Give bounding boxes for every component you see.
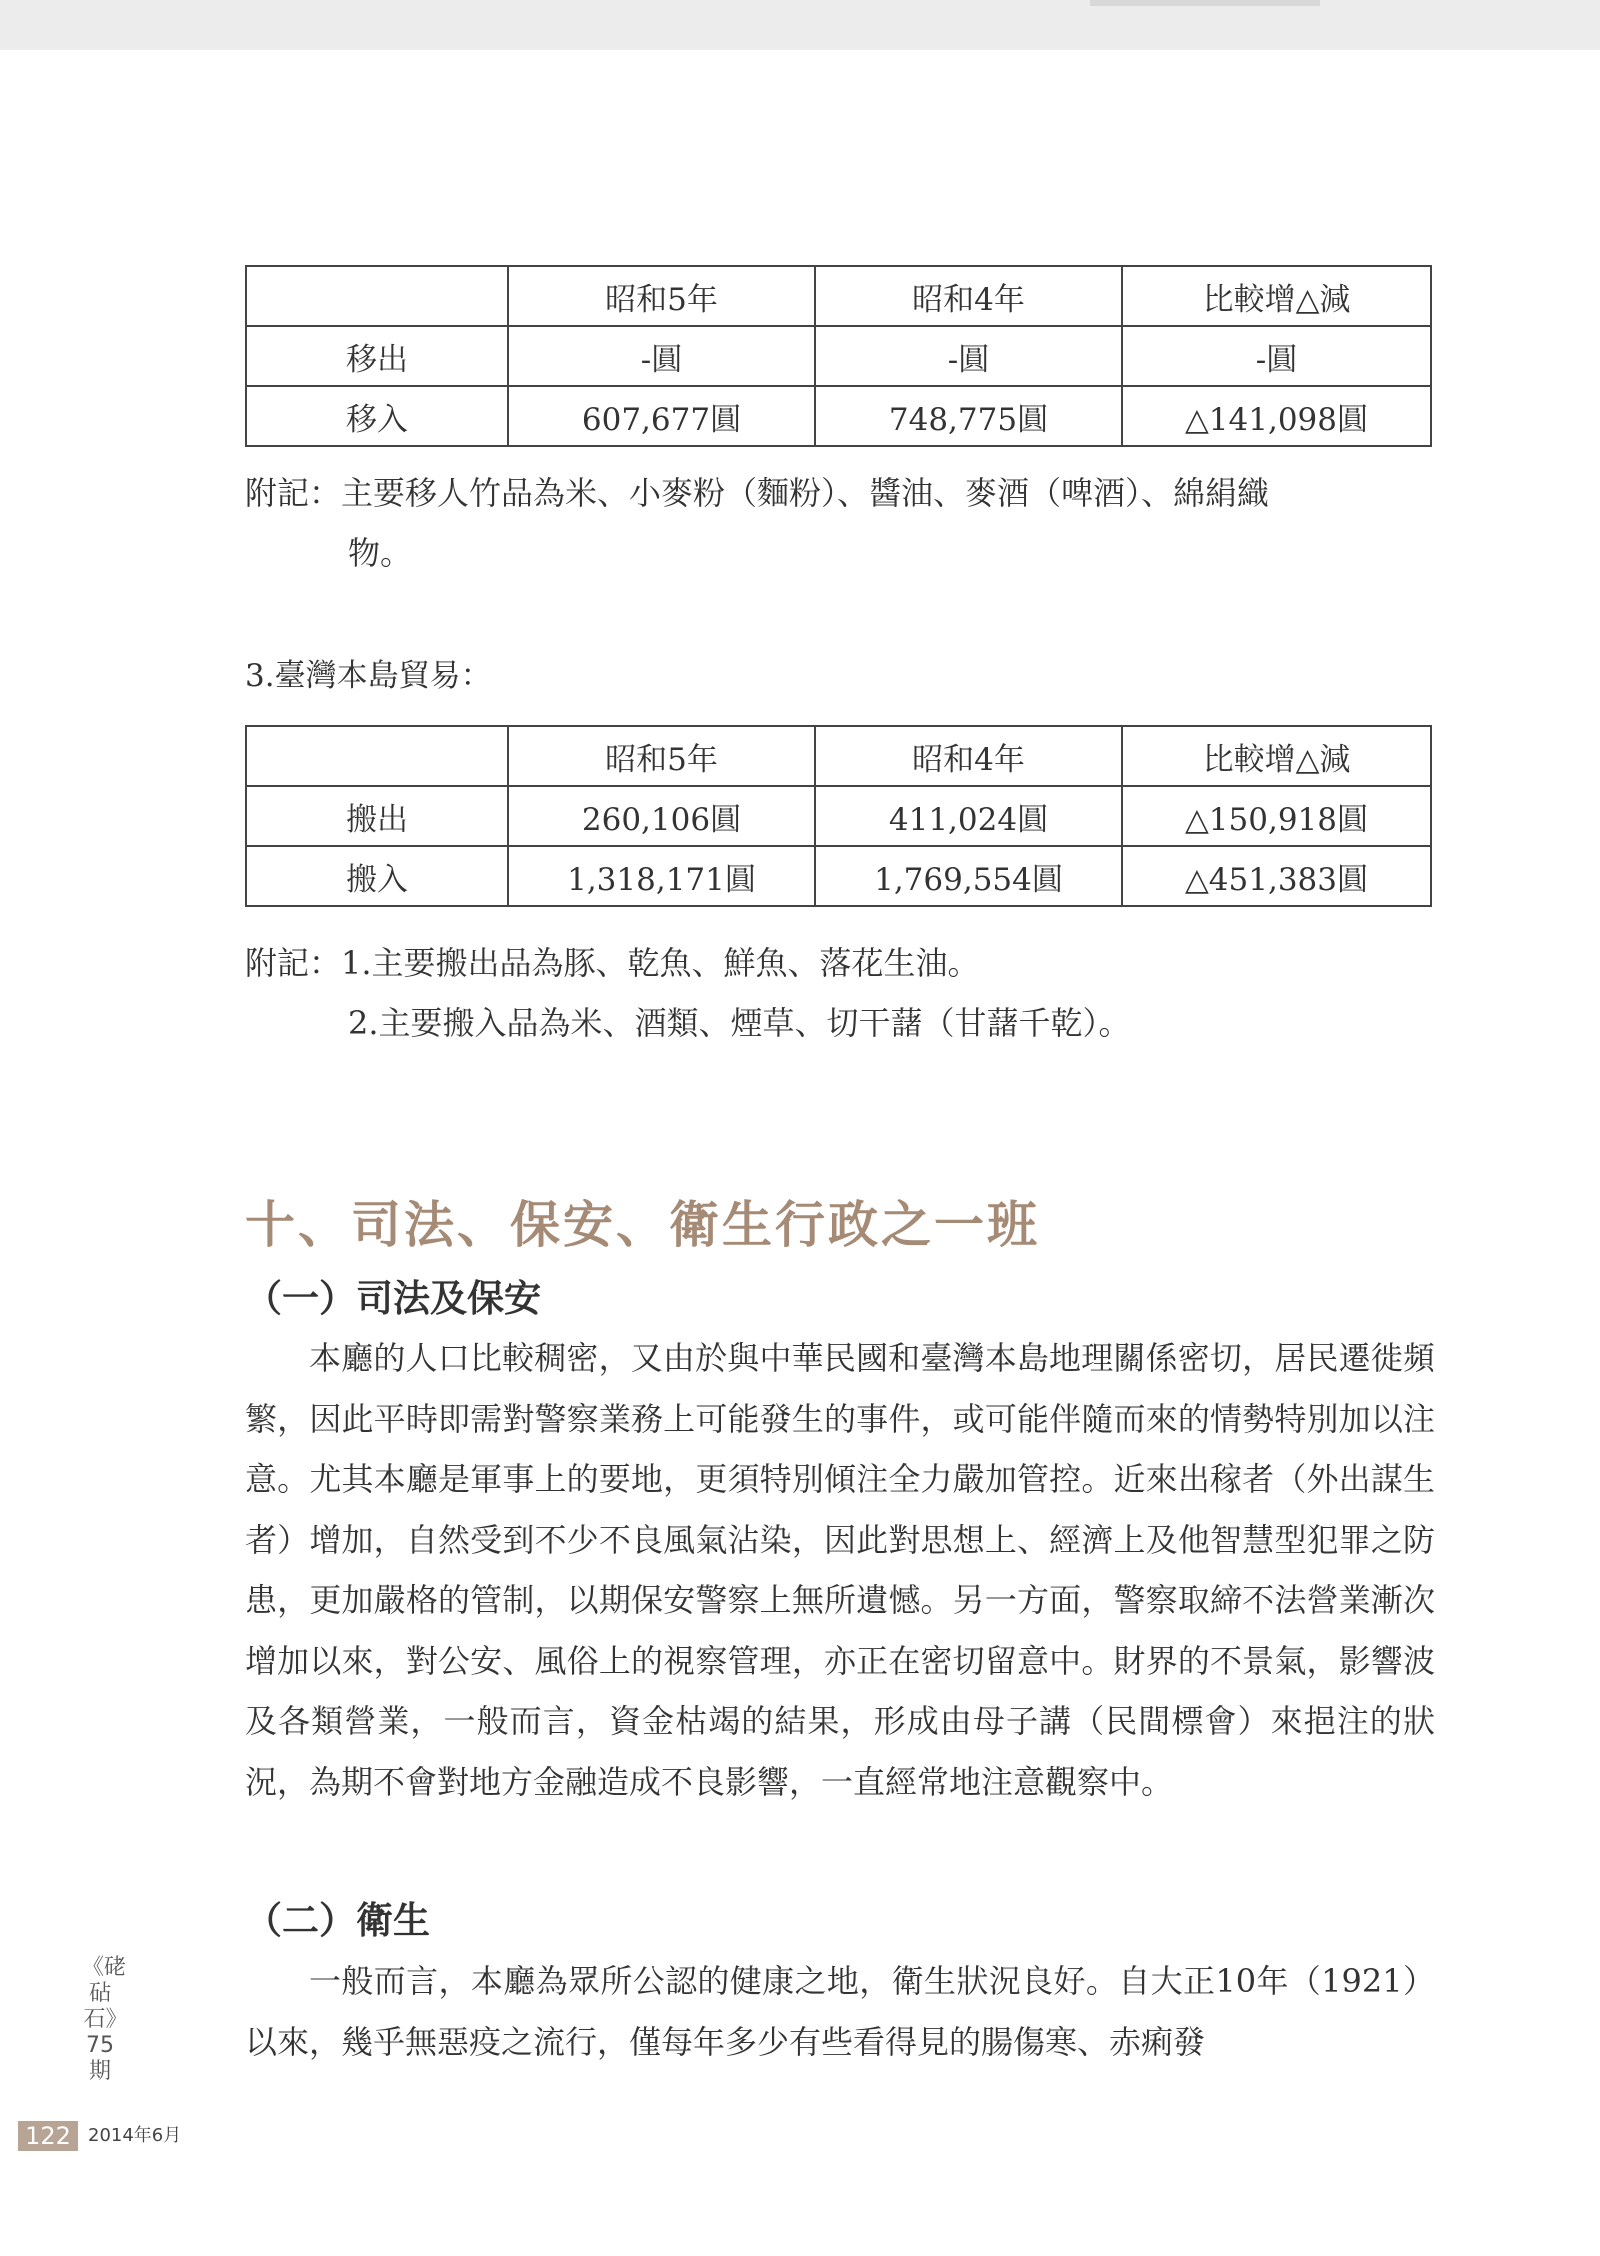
- table-header-cell: 昭和4年: [815, 266, 1122, 326]
- subheading-taiwan-trade: 3.臺灣本島貿易：: [245, 658, 492, 694]
- table-cell: 607,677圓: [508, 386, 815, 446]
- trade-table-2: [245, 725, 1432, 907]
- table-header-row: [246, 726, 1431, 786]
- table-row: [246, 386, 1431, 446]
- table-cell: △451,383圓: [1122, 846, 1431, 906]
- subsection-title-hygiene: （二）衛生: [245, 1899, 430, 1942]
- table-cell: -圓: [815, 326, 1122, 386]
- note-line: 1.主要搬出品為豚、乾魚、鮮魚、落花生油。: [341, 944, 980, 982]
- table-cell: 1,318,171圓: [508, 846, 815, 906]
- table-cell: -圓: [508, 326, 815, 386]
- table-header-row: [246, 266, 1431, 326]
- table-header-cell: 比較增△減: [1122, 266, 1431, 326]
- scan-top-mark: [1090, 0, 1320, 6]
- table-header-cell: 昭和4年: [815, 726, 1122, 786]
- body-paragraph: 本廳的人口比較稠密，又由於與中華民國和臺灣本島地理關係密切，居民遷徙頻繁，因此平時即需對警察業務上可能發生的事件，或可能伴隨而來的情勢特別加以注意。尤其本廳是軍事上的要地，更須特別傾注全力嚴加管控。近來出稼者（外出謀生者）增加，自然受到不少不良風氣沾染，因此對思想上、經濟上及他智慧型犯罪之防患，更加嚴格的管制，以期保安警察上無所遺憾。另一方面，警察取締不法營業漸次增加以來，對公安、風俗上的視察管理，亦正在密切留意中。財界的不景氣，影響波及各類營業，一般而言，資金枯竭的結果，形成由母子講（民間標會）來挹注的狀況，為期不會對地方金融造成不良影響，一直經常地注意觀察中。: [245, 1339, 1435, 1801]
- subsection-title-justice: （一）司法及保安: [245, 1277, 541, 1320]
- table-cell: 748,775圓: [815, 386, 1122, 446]
- table-row: [246, 846, 1431, 906]
- table-cell: 411,024圓: [815, 786, 1122, 846]
- note-line: 2.主要搬入品為米、酒類、煙草、切干藷（甘藷千乾）。: [348, 1004, 1131, 1042]
- table-cell: 移出: [246, 326, 508, 386]
- table-cell: 移入: [246, 386, 508, 446]
- scan-top-band: [0, 0, 1600, 50]
- note-label: 附記：: [245, 944, 342, 982]
- table-header-cell: [246, 726, 508, 786]
- page-number: 122: [18, 2121, 78, 2151]
- note-line: 物。: [348, 534, 413, 572]
- table-1-note: [245, 463, 1435, 583]
- note-label: 附記：: [245, 474, 342, 512]
- journal-name: 《硓砧石》75期: [82, 1955, 127, 2084]
- note-line: 主要移人竹品為米、小麥粉（麵粉）、醬油、麥酒（啤酒）、綿絹織: [341, 474, 1270, 512]
- table-header-cell: 昭和5年: [508, 726, 815, 786]
- section-title: 十、司法、保安、衛生行政之一班: [245, 1196, 1040, 1254]
- table-cell: 1,769,554圓: [815, 846, 1122, 906]
- table-header-cell: [246, 266, 508, 326]
- table-row: [246, 786, 1431, 846]
- trade-table-1: [245, 265, 1432, 447]
- table-header-cell: 比較增△減: [1122, 726, 1431, 786]
- table-row: [246, 326, 1431, 386]
- table-cell: 搬入: [246, 846, 508, 906]
- table-header-cell: 昭和5年: [508, 266, 815, 326]
- table-cell: △150,918圓: [1122, 786, 1431, 846]
- table-2-note: [245, 933, 1435, 1053]
- body-paragraph: 一般而言，本廳為眾所公認的健康之地，衛生狀況良好。自大正10年（1921）以來，幾乎無惡疫之流行，僅每年多少有些看得見的腸傷寒、赤痢發: [245, 1962, 1435, 2061]
- table-cell: 搬出: [246, 786, 508, 846]
- table-cell: △141,098圓: [1122, 386, 1431, 446]
- table-cell: -圓: [1122, 326, 1431, 386]
- issue-date: 2014年6月: [88, 2125, 182, 2146]
- table-cell: 260,106圓: [508, 786, 815, 846]
